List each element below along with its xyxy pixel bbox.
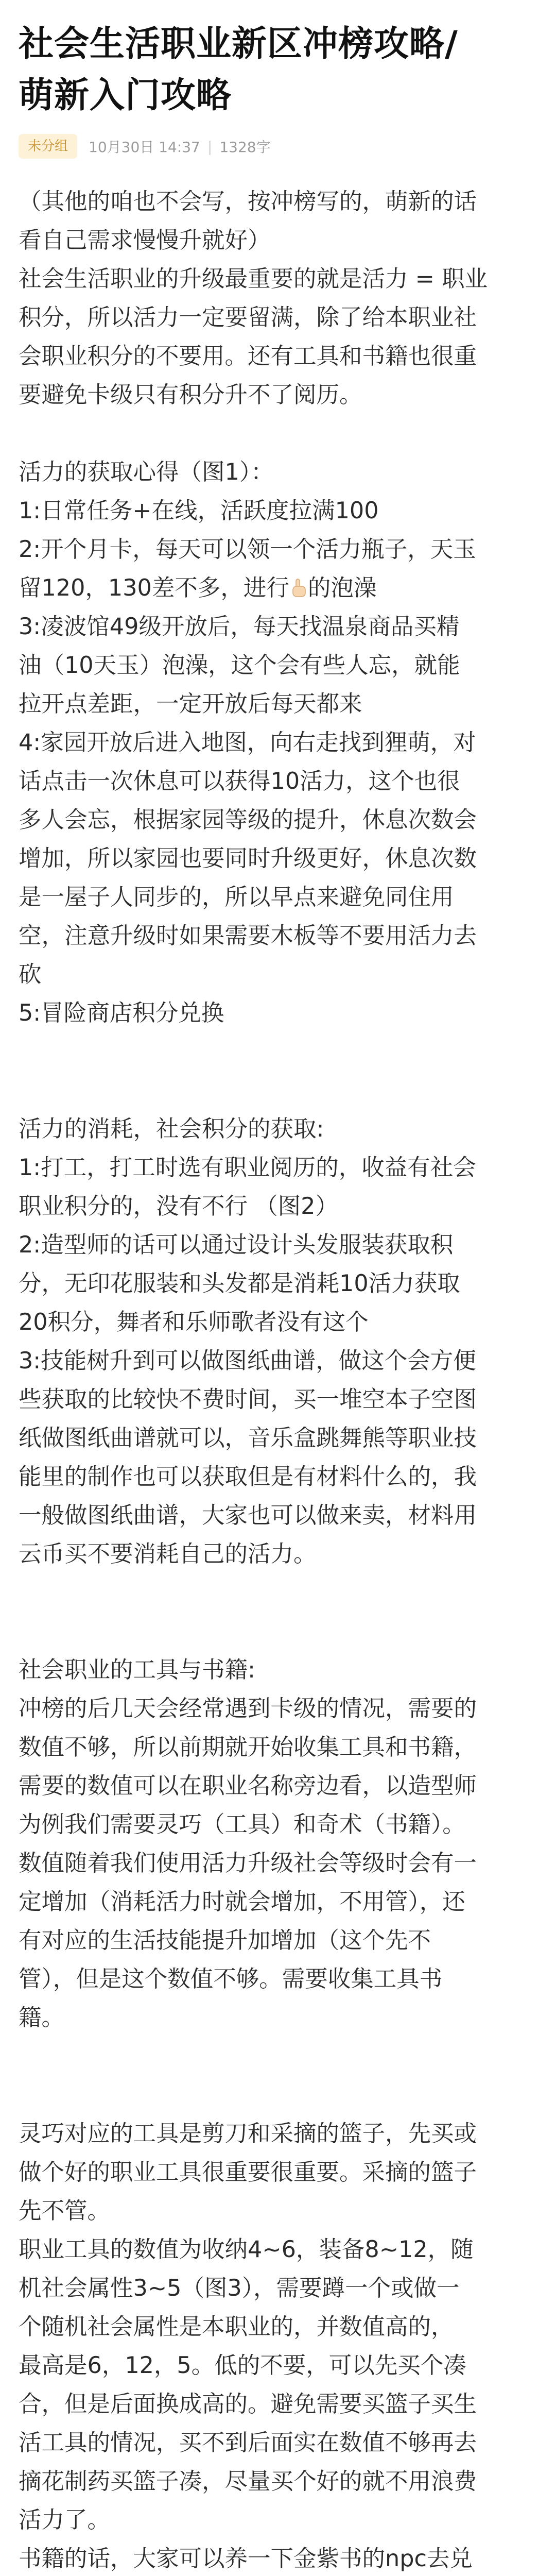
body-line: 积分，所以活力一定要留满，除了给本职业社 <box>19 304 477 331</box>
body-line: 2:造型师的话可以通过设计头发服装获取积 <box>19 1232 454 1258</box>
body-line: 1:日常任务+在线，活跃度拉满100 <box>19 498 379 524</box>
body-line: 数值随着我们使用活力升级社会等级时会有一 <box>19 1850 477 1876</box>
body-line: 些获取的比较快不费时间，买一堆空本子空图 <box>19 1386 477 1413</box>
body-line: 社会生活职业的升级最重要的就是活力 = 职业 <box>19 266 488 292</box>
body-line: 个随机社会属性是本职业的，并数值高的， <box>19 2314 454 2340</box>
blank-line <box>19 414 537 453</box>
body-line: 拉开点差距，一定开放后每天都来 <box>19 691 362 717</box>
body-line: 增加，所以家园也要同时升级更好，休息次数 <box>19 845 477 872</box>
title-line-2: 萌新入门攻略 <box>19 75 232 116</box>
body-line: 活力的获取心得（图1）： <box>19 459 274 485</box>
body-line: 数值不够，所以前期就开始收集工具和书籍， <box>19 1734 477 1760</box>
body-line: 灵巧对应的工具是剪刀和采摘的篮子，先买或 <box>19 2121 477 2147</box>
blank-line <box>19 1071 537 1110</box>
note-body[interactable] <box>19 182 537 2576</box>
body-line: 管），但是这个数值不够。需要收集工具书 <box>19 1966 443 1992</box>
body-line: 冲榜的后几天会经常遇到卡级的情况，需要的 <box>19 1696 477 1722</box>
body-line: 1:打工，打工时选有职业阅历的，收益有社会 <box>19 1155 476 1181</box>
category-badge[interactable]: 未分组 <box>19 134 77 159</box>
body-line-tail: 的泡澡 <box>307 575 377 601</box>
body-line: 书籍的话，大家可以养一下金紫书的npc去兑 <box>19 2546 473 2572</box>
body-line: 有对应的生活技能提升加增加（这个先不 <box>19 1927 431 1954</box>
body-line: 做个好的职业工具很重要很重要。采摘的篮子 <box>19 2159 477 2185</box>
body-line: 纸做图纸曲谱就可以，音乐盒跳舞熊等职业技 <box>19 1425 477 1451</box>
word-count: 1328字 <box>219 139 271 156</box>
meta-divider: | <box>207 138 213 155</box>
pointing-hand-icon <box>290 578 308 599</box>
body-line: 话点击一次休息可以获得10活力，这个也很 <box>19 768 460 794</box>
body-line: 需要的数值可以在职业名称旁边看，以造型师 <box>19 1773 477 1799</box>
body-line: 空，注意升级时如果需要木板等不要用活力去 <box>19 923 477 949</box>
body-line: 要避免卡级只有积分升不了阅历。 <box>19 382 362 408</box>
body-line: 看自己需求慢慢升就好） <box>19 227 271 253</box>
body-line: 最高是6，12，5。低的不要，可以先买个凑 <box>19 2352 466 2379</box>
body-line: 多人会忘，根据家园等级的提升，休息次数会 <box>19 807 477 833</box>
body-line: 为例我们需要灵巧（工具）和奇术（书籍）。 <box>19 1811 465 1838</box>
body-line: 5:冒险商店积分兑换 <box>19 1000 224 1026</box>
body-line: 籍。 <box>19 2005 65 2031</box>
title-line-1: 社会生活职业新区冲榜攻略/ <box>19 24 458 64</box>
body-line: 20积分，舞者和乐师歌者没有这个 <box>19 1309 369 1335</box>
body-line: 活力了。 <box>19 2507 111 2533</box>
blank-line <box>19 2037 537 2076</box>
blank-line <box>19 1612 537 1651</box>
body-line: 4:家园开放后进入地图，向右走找到狸萌，对 <box>19 730 476 756</box>
body-line: 砍 <box>19 961 42 988</box>
body-line: 社会职业的工具与书籍: <box>19 1657 255 1683</box>
note-meta <box>19 131 537 162</box>
body-line: 是一屋子人同步的，所以早点来避免同住用 <box>19 884 454 910</box>
body-line: 分，无印花服装和头发都是消耗10活力获取 <box>19 1270 460 1297</box>
body-line: 云币买不要消耗自己的活力。 <box>19 1541 317 1567</box>
body-line: 机社会属性3~5（图3），需要蹲一个或做一 <box>19 2275 460 2301</box>
body-line: （其他的咱也不会写，按冲榜写的，萌新的话 <box>19 189 477 215</box>
body-line: 活力的消耗，社会积分的获取: <box>19 1116 324 1142</box>
note-date: 10月30日 14:37 <box>89 139 200 156</box>
body-line: 3:凌波馆49级开放后，每天找温泉商品买精 <box>19 614 460 640</box>
page-title <box>19 19 537 122</box>
body-line: 摘花制药买篮子凑，尽量买个好的就不用浪费 <box>19 2468 477 2495</box>
body-line: 职业积分的，没有不行 （图2） <box>19 1193 338 1219</box>
blank-line <box>19 2076 537 2114</box>
blank-line <box>19 1573 537 1612</box>
body-line: 会职业积分的不要用。还有工具和书籍也很重 <box>19 343 477 369</box>
body-line: 3:技能树升到可以做图纸曲谱，做这个会方便 <box>19 1348 476 1374</box>
body-line: 先不管。 <box>19 2198 111 2224</box>
body-line: 油（10天玉）泡澡，这个会有些人忘，就能 <box>19 652 460 679</box>
body-line: 留120，130差不多，进行 的泡澡 <box>19 575 377 601</box>
body-line: 定增加（消耗活力时就会增加，不用管），还 <box>19 1889 465 1915</box>
blank-line <box>19 1032 537 1071</box>
body-line: 职业工具的数值为收纳4~6，装备8~12，随 <box>19 2236 474 2263</box>
body-line: 2:开个月卡，每天可以领一个活力瓶子，天玉 <box>19 536 476 563</box>
body-line: 活工具的情况，买不到后面实在数值不够再去 <box>19 2430 477 2456</box>
body-line: 一般做图纸曲谱，大家也可以做来卖，材料用 <box>19 1502 477 1529</box>
body-line: 能里的制作也可以获取但是有材料什么的，我 <box>19 1464 477 1490</box>
body-line: 合，但是后面换成高的。避免需要买篮子买生 <box>19 2391 477 2417</box>
